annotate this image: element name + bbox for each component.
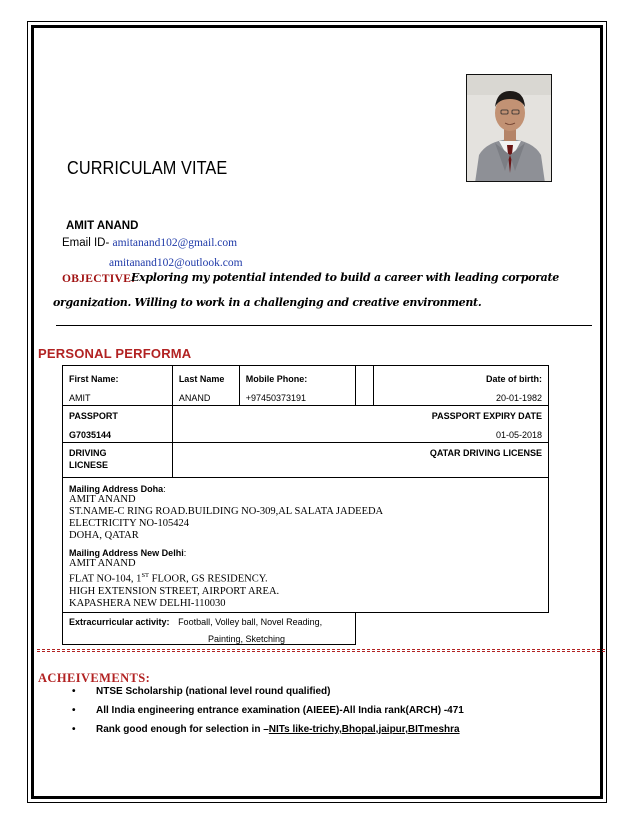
mailing-doha-line: DOHA, QATAR xyxy=(69,530,139,541)
passport-cell xyxy=(63,406,173,443)
last-name-value: ANAND xyxy=(178,393,211,403)
personal-section-heading: PERSONAL PERFORMA xyxy=(38,346,192,361)
driving-cell xyxy=(63,443,173,478)
passport-expiry-label: PASSPORT EXPIRY DATE xyxy=(431,411,542,421)
mailing-address-cell xyxy=(63,478,549,613)
table-row xyxy=(63,443,549,478)
mailing-delhi-heading: Mailing Address New Delhi: xyxy=(69,548,187,558)
achievement-text-prefix: Rank good enough for selection in – xyxy=(96,724,269,735)
mailing-doha-heading: Mailing Address Doha: xyxy=(69,484,166,494)
passport-expiry-cell xyxy=(172,406,548,443)
mailing-delhi-line xyxy=(69,570,542,586)
list-item xyxy=(72,705,464,716)
dob-label: Date of birth: xyxy=(486,374,542,384)
candidate-name: AMIT ANAND xyxy=(66,220,139,232)
mailing-doha-line: ELECTRICITY NO-105424 xyxy=(69,518,190,529)
personal-details-table xyxy=(62,365,549,645)
list-item xyxy=(72,724,460,735)
passport-expiry-value: 01-05-2018 xyxy=(495,430,542,440)
mailing-doha-line: ST.NAME-C RING ROAD.BUILDING NO-309,AL SALATA JADEEDA xyxy=(69,506,384,517)
achievement-text: NTSE Scholarship (national level round qualified) xyxy=(96,686,331,697)
mobile-cell xyxy=(239,366,355,406)
mailing-delhi-label: Mailing Address New Delhi xyxy=(69,548,184,558)
section-divider-dashed xyxy=(37,651,605,652)
mailing-delhi-line2-a: FLAT NO-104, 1 xyxy=(69,573,142,585)
achievement-link[interactable]: NITs like-trichy,Bhopal,jaipur,BITmeshra xyxy=(268,724,460,735)
table-row xyxy=(63,478,549,613)
bullet-icon: • xyxy=(72,724,76,735)
mailing-delhi-line2-b: FLOOR, GS RESIDENCY. xyxy=(149,573,268,585)
section-divider-dashed xyxy=(37,649,605,650)
objective-text-line2: organization. Willing to work in a challenging and creative environment. xyxy=(53,296,482,309)
empty-cell xyxy=(355,612,548,644)
table-row xyxy=(63,612,549,644)
extracurricular-label: Extracurricular activity: xyxy=(69,616,170,627)
email-label: Email ID- xyxy=(62,237,113,249)
email-secondary-row xyxy=(109,253,243,271)
table-row xyxy=(63,406,549,443)
dob-cell xyxy=(373,366,548,406)
mailing-delhi-line: AMIT ANAND xyxy=(69,558,136,569)
driving-label-line1: DRIVING xyxy=(69,448,107,458)
objective-text-line1: Exploring my potential intended to build a career with leading corporate xyxy=(131,271,559,284)
last-name-label: Last Name xyxy=(178,374,225,384)
achievement-text: All India engineering entrance examination (AIEEE)-All India rank(ARCH) -471 xyxy=(96,705,464,716)
extracurricular-value-1: Football, Volley ball, Novel Reading, xyxy=(178,616,323,627)
passport-value: G7035144 xyxy=(69,430,112,440)
mailing-doha-line: AMIT ANAND xyxy=(69,494,136,505)
email-primary-link[interactable]: amitanand102@gmail.com xyxy=(112,237,238,249)
dob-value: 20-01-1982 xyxy=(495,393,542,403)
extracurricular-line1 xyxy=(69,617,349,627)
empty-cell xyxy=(355,366,373,406)
objective-divider xyxy=(56,325,592,326)
extracurricular-cell xyxy=(63,612,356,644)
driving-value-cell xyxy=(172,443,548,478)
objective-label: OBJECTIVE: xyxy=(62,273,136,285)
mobile-label: Mobile Phone: xyxy=(245,374,308,384)
first-name-label: First Name: xyxy=(69,374,119,384)
achievements-heading: ACHEIVEMENTS: xyxy=(38,671,151,685)
mobile-value: +97450373191 xyxy=(245,393,307,403)
mailing-delhi-line: KAPASHERA NEW DELHI-110030 xyxy=(69,597,226,609)
extracurricular-value-2: Painting, Sketching xyxy=(208,633,286,644)
mailing-delhi-line2-sup: ST xyxy=(141,572,150,579)
email-secondary-link[interactable]: amitanand102@outlook.com xyxy=(109,257,243,269)
first-name-cell xyxy=(63,366,173,406)
mailing-delhi-line: HIGH EXTENSION STREET, AIRPORT AREA. xyxy=(69,585,280,597)
driving-label-line2: LICNESE xyxy=(69,460,109,470)
passport-label: PASSPORT xyxy=(69,411,118,421)
document-title: CURRICULAM VITAE xyxy=(67,157,228,178)
bullet-icon: • xyxy=(72,705,76,716)
last-name-cell xyxy=(172,366,239,406)
portrait-image xyxy=(467,75,552,182)
list-item xyxy=(72,686,331,697)
driving-value: QATAR DRIVING LICENSE xyxy=(429,448,542,458)
bullet-icon: • xyxy=(72,686,76,697)
email-row xyxy=(62,237,237,249)
table-row xyxy=(63,366,549,406)
profile-photo xyxy=(466,74,552,182)
first-name-value: AMIT xyxy=(69,393,91,403)
mailing-doha-label: Mailing Address Doha xyxy=(69,484,164,494)
